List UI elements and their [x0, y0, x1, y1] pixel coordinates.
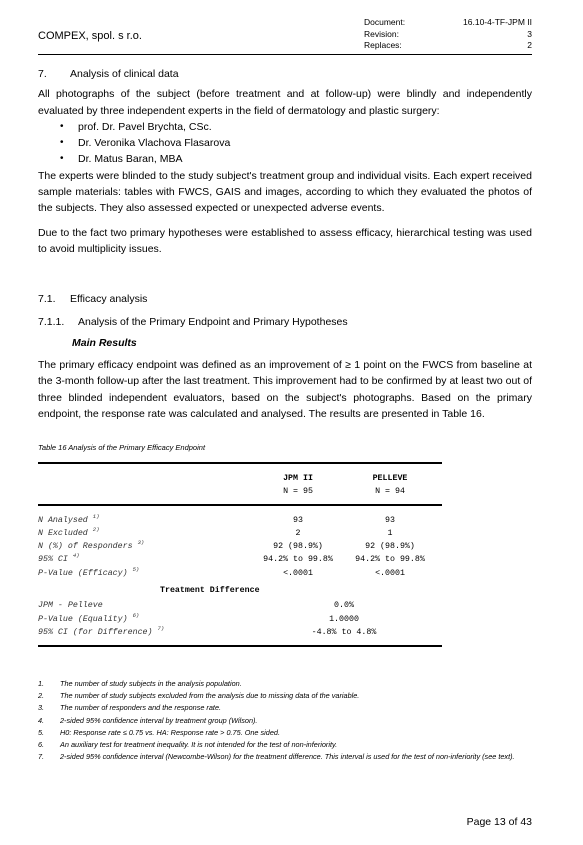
section-title: Efficacy analysis [70, 293, 148, 306]
row-label-text: N (%) of Responders [38, 542, 133, 552]
meta-label: Replaces: [364, 40, 402, 50]
row-label [38, 626, 164, 639]
meta-row-document [364, 17, 532, 29]
section-heading [38, 66, 532, 82]
footnote [38, 727, 532, 739]
efficacy-table [38, 462, 442, 647]
page-content [38, 66, 532, 422]
header-divider [38, 54, 532, 55]
footnote-text: 2-sided 95% confidence interval by treatment group (Wilson). [60, 715, 258, 725]
footnote-number: 7. [38, 752, 45, 762]
row-label-text: N Analysed [38, 515, 88, 525]
meta-row-replaces [364, 40, 532, 52]
treatment-difference-heading-row [38, 584, 442, 597]
col-n-jpm: N = 95 [283, 487, 313, 497]
meta-row-revision [364, 29, 532, 41]
cell-jpm: 2 [295, 528, 301, 538]
paragraph: Due to the fact two primary hypotheses were established to assess efficacy, hierarchical testing was used to avoid multiplicity issues. [38, 226, 532, 255]
table-row [38, 599, 442, 612]
row-label [38, 567, 139, 580]
row-label [38, 613, 139, 626]
row-label-text: P-Value (Efficacy) [38, 568, 128, 578]
table-row [38, 514, 442, 527]
row-label-text: P-Value (Equality) [38, 614, 128, 624]
page-number: Page 13 of 43 [466, 816, 532, 828]
row-label [38, 514, 99, 527]
footnote-ref: 4) [72, 552, 80, 560]
cell-difference: -4.8% to 4.8% [311, 627, 377, 637]
table-footnotes [38, 678, 532, 763]
row-label [38, 527, 99, 540]
row-label-text: N Excluded [38, 528, 88, 538]
cell-pelleve: 1 [387, 528, 393, 538]
list-item [60, 135, 532, 151]
cell-jpm: 94.2% to 99.8% [263, 555, 333, 565]
section-number: 7. [38, 68, 47, 80]
footnote-text: 2-sided 95% confidence interval (Newcombe-Wilson) for the treatment difference. This interval is used for the test of non-inferiority (see text). [60, 752, 515, 762]
meta-value: 2 [527, 40, 532, 50]
subsection-title: Analysis of the Primary Endpoint and Primary Hypotheses [78, 315, 348, 328]
footnote-ref: 6) [132, 611, 140, 619]
footnote-text: An auxiliary test for treatment inequality. It is not intended for the test of non-inferiority. [60, 740, 338, 750]
subsection-heading [38, 314, 532, 330]
row-label-text: JPM - Pelleve [38, 601, 103, 611]
footnote-number: 4. [38, 715, 45, 725]
footnote [38, 751, 532, 763]
paragraph: The experts were blinded to the study subject's treatment group and individual visits. Each expert received sample materials: tables with FWCS, GAIS and images, according to which they evaluated the photos of the subjects. They also assessed expected or unexpected adverse events. [38, 169, 532, 215]
footnote-ref: 5) [132, 566, 140, 574]
footnote-number: 6. [38, 740, 45, 750]
treatment-difference-heading: Treatment Difference [160, 586, 260, 596]
footnote [38, 715, 532, 727]
meta-value: 16.10-4-TF-JPM II [463, 17, 532, 27]
main-results-heading: Main Results [72, 336, 137, 349]
col-n-pelleve: N = 94 [375, 487, 405, 497]
col-header-jpm: JPM II [283, 474, 313, 483]
meta-label: Document: [364, 17, 406, 27]
footnote-number: 5. [38, 727, 45, 737]
footnote [38, 690, 532, 702]
cell-pelleve: 93 [385, 515, 395, 525]
expert-list [60, 119, 532, 168]
table-header-row [38, 472, 442, 485]
cell-difference: 1.0000 [329, 614, 359, 624]
document-meta [364, 17, 532, 52]
list-item [60, 119, 532, 135]
table-row [38, 626, 442, 639]
footnote [38, 739, 532, 751]
table-row [38, 540, 442, 553]
table-caption: Table 16 Analysis of the Primary Efficacy Endpoint [38, 443, 206, 452]
cell-pelleve: <.0001 [375, 568, 405, 578]
row-label-text: 95% CI (for Difference) [38, 627, 153, 637]
table-row [38, 527, 442, 540]
footnote-text: H0: Response rate ≤ 0.75 vs. HA: Response rate > 0.75. One sided. [60, 727, 280, 737]
list-item [60, 151, 532, 167]
footnote-number: 3. [38, 703, 45, 713]
expert-name: Dr. Matus Baran, MBA [78, 153, 183, 166]
table-top-rule [38, 462, 442, 464]
bullet-icon: • [60, 120, 64, 132]
col-header-pelleve: PELLEVE [372, 474, 408, 483]
row-label [38, 553, 79, 566]
section-title: Analysis of clinical data [70, 68, 179, 80]
footnote-ref: 3) [137, 539, 145, 547]
row-label-text: 95% CI [38, 555, 68, 565]
footnote-ref: 2) [92, 526, 100, 534]
cell-pelleve: 92 (98.9%) [365, 542, 415, 552]
cell-pelleve: 94.2% to 99.8% [355, 555, 425, 565]
subsection-number: 7.1.1. [38, 315, 65, 328]
cell-jpm: 93 [293, 515, 303, 525]
paragraph: The primary efficacy endpoint was defined as an improvement of ≥ 1 point on the FWCS from baseline at the 3-month follow-up after the last treatment. This improvement had to be confirmed by at least two out of three blinded independent evaluators, based on the subject's photographs. Based on the primary endpoint, the response rate was calculated and analysed. The results are presented in Table 16. [38, 359, 532, 421]
section-heading [38, 291, 532, 307]
table-row [38, 613, 442, 626]
paragraph: All photographs of the subject (before treatment and at follow-up) were blindly and independently evaluated by three independent experts in the field of dermatology and plastic surgery: [38, 88, 532, 117]
footnote [38, 678, 532, 690]
expert-name: prof. Dr. Pavel Brychta, CSc. [78, 120, 212, 133]
footnote-ref: 7) [157, 625, 165, 633]
bullet-icon: • [60, 137, 64, 149]
section-number: 7.1. [38, 293, 56, 306]
row-label [38, 599, 103, 612]
header-company: COMPEX, spol. s r.o. [38, 30, 142, 42]
meta-value: 3 [527, 28, 532, 39]
table-row [38, 567, 442, 580]
meta-label: Revision: [364, 28, 399, 39]
footnote-text: The number of study subjects in the analysis population. [60, 679, 242, 688]
table-n-row [38, 485, 442, 498]
footnote-text: The number of study subjects excluded from the analysis due to missing data of the variable. [60, 691, 360, 701]
footnote-number: 2. [38, 691, 45, 701]
table-row [38, 553, 442, 566]
expert-name: Dr. Veronika Vlachova Flasarova [78, 137, 231, 150]
cell-difference: 0.0% [334, 601, 354, 611]
footnote-number: 1. [38, 679, 45, 688]
footnote-ref: 1) [92, 512, 100, 520]
row-label [38, 540, 144, 553]
cell-jpm: 92 (98.9%) [273, 542, 323, 552]
table-bottom-rule [38, 645, 442, 647]
bullet-icon: • [60, 153, 64, 165]
footnote [38, 702, 532, 714]
cell-jpm: <.0001 [283, 568, 313, 578]
footnote-text: The number of responders and the response rate. [60, 703, 222, 713]
